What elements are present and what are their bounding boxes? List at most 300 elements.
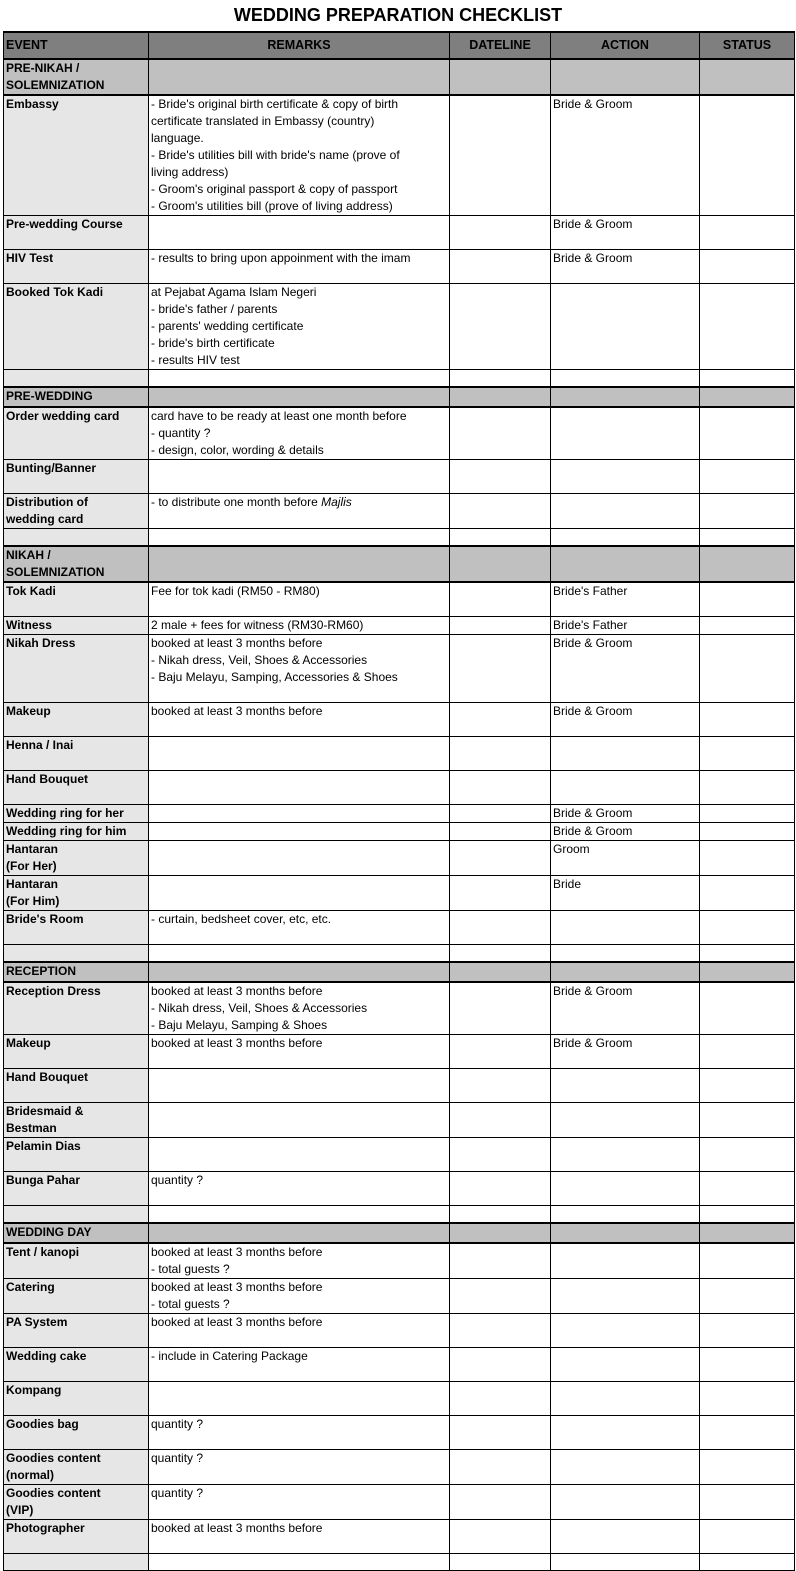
action-cell [551, 494, 700, 529]
section-title-cell [4, 387, 149, 407]
dateline-cell [450, 703, 551, 737]
action-cell [551, 1279, 700, 1314]
table-row [4, 1172, 795, 1206]
event-cell [4, 1035, 149, 1069]
dateline-cell [450, 1138, 551, 1172]
action-cell [551, 805, 700, 823]
section-title-line: SOLEMNIZATION [6, 78, 105, 92]
table-row [4, 1138, 795, 1172]
section-status-cell [700, 59, 795, 95]
action-cell [551, 1035, 700, 1069]
dateline-cell [450, 982, 551, 1035]
event-label-line: Tent / kanopi [6, 1245, 80, 1259]
table-row [4, 703, 795, 737]
section-title-line: NIKAH / [6, 548, 51, 562]
remarks-line: booked at least 3 months before [151, 704, 323, 718]
status-cell [700, 635, 795, 703]
remarks-line: - bride's father / parents [151, 302, 278, 316]
action-cell [551, 841, 700, 876]
remarks-line: - curtain, bedsheet cover, etc, etc. [151, 912, 332, 926]
event-cell [4, 823, 149, 841]
remarks-line: language. [151, 131, 204, 145]
action-cell [551, 1103, 700, 1138]
table-row [4, 1243, 795, 1279]
remarks-cell [149, 1069, 450, 1103]
action-value: Bride & Groom [553, 217, 633, 231]
remarks-cell [149, 1382, 450, 1416]
table-row [4, 284, 795, 370]
remarks-cell [149, 370, 450, 388]
status-cell [700, 250, 795, 284]
dateline-cell [450, 407, 551, 460]
remarks-line: certificate translated in Embassy (country) [151, 114, 375, 128]
table-row [4, 805, 795, 823]
dateline-cell [450, 1069, 551, 1103]
remarks-cell [149, 1279, 450, 1314]
remarks-line: Fee for tok kadi (RM50 - RM80) [151, 584, 320, 598]
remarks-line: - Groom's utilities bill (prove of living address) [151, 199, 393, 213]
remarks-line: - Bride's original birth certificate & copy of birth [151, 97, 399, 111]
action-cell [551, 1138, 700, 1172]
remarks-cell [149, 1485, 450, 1520]
action-cell [551, 1554, 700, 1571]
section-title-cell [4, 546, 149, 582]
header-row [4, 32, 795, 59]
action-cell [551, 1069, 700, 1103]
remarks-line: - quantity ? [151, 426, 211, 440]
status-cell [700, 1279, 795, 1314]
event-cell [4, 284, 149, 370]
remarks-cell [149, 841, 450, 876]
section-title-cell [4, 1223, 149, 1243]
status-cell [700, 1314, 795, 1348]
event-label-line: Booked Tok Kadi [6, 285, 104, 299]
section-title-line: SOLEMNIZATION [6, 565, 105, 579]
action-value: Bride [553, 877, 582, 891]
section-status-cell [700, 546, 795, 582]
event-cell [4, 911, 149, 945]
action-cell [551, 370, 700, 388]
status-cell [700, 1243, 795, 1279]
dateline-cell [450, 1279, 551, 1314]
event-label-line: Goodies content [6, 1486, 101, 1500]
remarks-line: booked at least 3 months before [151, 636, 323, 650]
action-cell [551, 617, 700, 635]
event-label-line: Photographer [6, 1521, 85, 1535]
dateline-cell [450, 1450, 551, 1485]
remarks-line: - to distribute one month before Majlis [151, 495, 352, 509]
remarks-cell [149, 1416, 450, 1450]
table-row [4, 1314, 795, 1348]
status-cell [700, 1138, 795, 1172]
status-cell [700, 1172, 795, 1206]
action-cell [551, 911, 700, 945]
event-cell [4, 1314, 149, 1348]
blank-row [4, 1554, 795, 1571]
remarks-line: - Baju Melayu, Samping & Shoes [151, 1018, 328, 1032]
blank-row [4, 529, 795, 547]
event-cell [4, 529, 149, 547]
remarks-line: - total guests ? [151, 1262, 230, 1276]
section-status-cell [700, 1223, 795, 1243]
action-cell [551, 1416, 700, 1450]
remarks-cell [149, 876, 450, 911]
status-cell [700, 216, 795, 250]
dateline-cell [450, 582, 551, 617]
status-cell [700, 771, 795, 805]
remarks-emphasis: Majlis [321, 495, 352, 509]
event-label-line: Wedding cake [6, 1349, 87, 1363]
table-row [4, 494, 795, 529]
event-label-line: Witness [6, 618, 52, 632]
dateline-cell [450, 1103, 551, 1138]
event-label-line: Wedding ring for him [6, 824, 127, 838]
action-cell [551, 1382, 700, 1416]
remarks-cell [149, 1103, 450, 1138]
dateline-cell [450, 1314, 551, 1348]
action-value: Bride & Groom [553, 824, 633, 838]
section-row [4, 962, 795, 982]
table-row [4, 1035, 795, 1069]
table-row [4, 982, 795, 1035]
remarks-line: quantity ? [151, 1486, 204, 1500]
remarks-cell [149, 982, 450, 1035]
section-title-cell [4, 962, 149, 982]
status-cell [700, 617, 795, 635]
event-label-line: Makeup [6, 1036, 51, 1050]
table-row [4, 911, 795, 945]
action-cell [551, 1314, 700, 1348]
remarks-cell [149, 1206, 450, 1224]
column-header-remarks: REMARKS [149, 32, 450, 59]
action-cell [551, 582, 700, 617]
remarks-cell [149, 1314, 450, 1348]
event-cell [4, 1485, 149, 1520]
status-cell [700, 95, 795, 216]
remarks-cell [149, 1554, 450, 1571]
event-cell [4, 1206, 149, 1224]
event-label-line: wedding card [6, 512, 84, 526]
event-cell [4, 582, 149, 617]
section-title-line: PRE-NIKAH / [6, 61, 80, 75]
event-cell [4, 945, 149, 963]
status-cell [700, 370, 795, 388]
dateline-cell [450, 370, 551, 388]
status-cell [700, 1069, 795, 1103]
dateline-cell [450, 805, 551, 823]
table-row [4, 1520, 795, 1554]
action-cell [551, 407, 700, 460]
remarks-cell [149, 737, 450, 771]
dateline-cell [450, 1520, 551, 1554]
event-label-line: Order wedding card [6, 409, 120, 423]
section-dateline-cell [450, 962, 551, 982]
event-label-line: Henna / Inai [6, 738, 74, 752]
event-cell [4, 1172, 149, 1206]
event-label-line: (For Him) [6, 894, 60, 908]
event-cell [4, 1554, 149, 1571]
event-label-line: Embassy [6, 97, 59, 111]
remarks-cell [149, 911, 450, 945]
table-row [4, 771, 795, 805]
event-cell [4, 617, 149, 635]
column-header-event: EVENT [4, 32, 149, 59]
dateline-cell [450, 1035, 551, 1069]
dateline-cell [450, 1172, 551, 1206]
action-cell [551, 95, 700, 216]
status-cell [700, 1520, 795, 1554]
section-action-cell [551, 387, 700, 407]
event-label-line: (VIP) [6, 1503, 34, 1517]
table-row [4, 876, 795, 911]
dateline-cell [450, 876, 551, 911]
event-label-line: Hand Bouquet [6, 772, 88, 786]
event-cell [4, 703, 149, 737]
remarks-line: - Nikah dress, Veil, Shoes & Accessories [151, 653, 368, 667]
action-value: Bride & Groom [553, 984, 633, 998]
dateline-cell [450, 635, 551, 703]
section-action-cell [551, 962, 700, 982]
status-cell [700, 1416, 795, 1450]
table-row [4, 1416, 795, 1450]
remarks-cell [149, 771, 450, 805]
event-label-line: (normal) [6, 1468, 54, 1482]
event-label-line: Goodies bag [6, 1417, 79, 1431]
table-row [4, 1103, 795, 1138]
event-cell [4, 1279, 149, 1314]
event-label-line: Pelamin Dias [6, 1139, 81, 1153]
action-cell [551, 945, 700, 963]
action-cell [551, 876, 700, 911]
remarks-cell [149, 460, 450, 494]
remarks-line: booked at least 3 months before [151, 984, 323, 998]
dateline-cell [450, 529, 551, 547]
status-cell [700, 494, 795, 529]
checklist-body [4, 59, 795, 1571]
dateline-cell [450, 250, 551, 284]
event-cell [4, 1450, 149, 1485]
event-cell [4, 876, 149, 911]
remarks-cell [149, 703, 450, 737]
remarks-cell [149, 635, 450, 703]
remarks-cell [149, 1520, 450, 1554]
event-label-line: Reception Dress [6, 984, 101, 998]
dateline-cell [450, 216, 551, 250]
remarks-line: - Groom's original passport & copy of passport [151, 182, 398, 196]
remarks-line: - design, color, wording & details [151, 443, 324, 457]
action-cell [551, 460, 700, 494]
action-cell [551, 1206, 700, 1224]
event-cell [4, 1103, 149, 1138]
dateline-cell [450, 911, 551, 945]
status-cell [700, 911, 795, 945]
status-cell [700, 703, 795, 737]
event-label-line: PA System [6, 1315, 68, 1329]
event-label-line: Bridesmaid & [6, 1104, 84, 1118]
table-row [4, 1485, 795, 1520]
event-cell [4, 841, 149, 876]
remarks-line: quantity ? [151, 1417, 204, 1431]
status-cell [700, 876, 795, 911]
remarks-line: - include in Catering Package [151, 1349, 308, 1363]
dateline-cell [450, 1348, 551, 1382]
remarks-line: card have to be ready at least one month before [151, 409, 407, 423]
status-cell [700, 1035, 795, 1069]
action-value: Bride & Groom [553, 806, 633, 820]
remarks-cell [149, 1035, 450, 1069]
event-label-line: Catering [6, 1280, 55, 1294]
column-header-status: STATUS [700, 32, 795, 59]
remarks-line: - bride's birth certificate [151, 336, 275, 350]
event-cell [4, 982, 149, 1035]
action-cell [551, 635, 700, 703]
event-cell [4, 460, 149, 494]
status-cell [700, 284, 795, 370]
status-cell [700, 823, 795, 841]
event-label-line: Tok Kadi [6, 584, 56, 598]
action-cell [551, 1348, 700, 1382]
section-title-cell [4, 59, 149, 95]
remarks-line: living address) [151, 165, 229, 179]
dateline-cell [450, 841, 551, 876]
remarks-cell [149, 1138, 450, 1172]
status-cell [700, 1103, 795, 1138]
section-action-cell [551, 1223, 700, 1243]
event-cell [4, 1138, 149, 1172]
dateline-cell [450, 460, 551, 494]
action-cell [551, 1485, 700, 1520]
table-row [4, 635, 795, 703]
blank-row [4, 1206, 795, 1224]
status-cell [700, 737, 795, 771]
dateline-cell [450, 617, 551, 635]
event-label-line: Hantaran [6, 877, 59, 891]
status-cell [700, 1554, 795, 1571]
event-cell [4, 805, 149, 823]
table-row [4, 1382, 795, 1416]
action-value: Bride's Father [553, 618, 628, 632]
event-label-line: Nikah Dress [6, 636, 76, 650]
remarks-cell [149, 407, 450, 460]
event-label-line: Goodies content [6, 1451, 101, 1465]
status-cell [700, 460, 795, 494]
remarks-line: 2 male + fees for witness (RM30-RM60) [151, 618, 364, 632]
event-cell [4, 494, 149, 529]
remarks-line: - Bride's utilities bill with bride's name (prove of [151, 148, 400, 162]
status-cell [700, 1382, 795, 1416]
remarks-line: - Nikah dress, Veil, Shoes & Accessories [151, 1001, 368, 1015]
table-row [4, 823, 795, 841]
remarks-line: - parents' wedding certificate [151, 319, 304, 333]
table-row [4, 737, 795, 771]
section-action-cell [551, 546, 700, 582]
dateline-cell [450, 1243, 551, 1279]
table-row [4, 1069, 795, 1103]
table-row [4, 617, 795, 635]
event-cell [4, 216, 149, 250]
section-dateline-cell [450, 1223, 551, 1243]
dateline-cell [450, 1382, 551, 1416]
event-label-line: Bride's Room [6, 912, 84, 926]
remarks-line: booked at least 3 months before [151, 1036, 323, 1050]
remarks-cell [149, 529, 450, 547]
action-cell [551, 284, 700, 370]
status-cell [700, 982, 795, 1035]
dateline-cell [450, 945, 551, 963]
dateline-cell [450, 737, 551, 771]
column-header-dateline: DATELINE [450, 32, 551, 59]
remarks-line: booked at least 3 months before [151, 1315, 323, 1329]
remarks-cell [149, 1450, 450, 1485]
dateline-cell [450, 771, 551, 805]
action-cell [551, 982, 700, 1035]
event-label-line: HIV Test [6, 251, 54, 265]
dateline-cell [450, 1554, 551, 1571]
remarks-cell [149, 1172, 450, 1206]
remarks-line: - results HIV test [151, 353, 240, 367]
remarks-cell [149, 284, 450, 370]
remarks-cell [149, 617, 450, 635]
remarks-cell [149, 805, 450, 823]
section-status-cell [700, 387, 795, 407]
event-cell [4, 1520, 149, 1554]
section-status-cell [700, 962, 795, 982]
action-cell [551, 823, 700, 841]
table-row [4, 460, 795, 494]
table-row [4, 1279, 795, 1314]
section-row [4, 546, 795, 582]
action-cell [551, 737, 700, 771]
remarks-cell [149, 945, 450, 963]
action-value: Bride & Groom [553, 636, 633, 650]
section-title-line: PRE-WEDDING [6, 389, 93, 403]
column-header-action: ACTION [551, 32, 700, 59]
status-cell [700, 529, 795, 547]
event-cell [4, 407, 149, 460]
section-remarks-cell [149, 387, 450, 407]
status-cell [700, 1485, 795, 1520]
status-cell [700, 805, 795, 823]
action-value: Bride & Groom [553, 251, 633, 265]
event-label-line: Bunga Pahar [6, 1173, 81, 1187]
event-cell [4, 1348, 149, 1382]
table-row [4, 1450, 795, 1485]
section-remarks-cell [149, 59, 450, 95]
action-cell [551, 1450, 700, 1485]
action-value: Groom [553, 842, 590, 856]
table-row [4, 407, 795, 460]
dateline-cell [450, 1416, 551, 1450]
dateline-cell [450, 1485, 551, 1520]
event-cell [4, 771, 149, 805]
event-label-line: (For Her) [6, 859, 57, 873]
event-label-line: Hantaran [6, 842, 59, 856]
status-cell [700, 945, 795, 963]
status-cell [700, 1206, 795, 1224]
dateline-cell [450, 494, 551, 529]
action-cell [551, 1520, 700, 1554]
remarks-line: - total guests ? [151, 1297, 230, 1311]
event-cell [4, 250, 149, 284]
table-row [4, 216, 795, 250]
action-cell [551, 703, 700, 737]
remarks-line: booked at least 3 months before [151, 1280, 323, 1294]
event-label-line: Pre-wedding Course [6, 217, 123, 231]
action-cell [551, 1243, 700, 1279]
remarks-line: - results to bring upon appoinment with the imam [151, 251, 411, 265]
blank-row [4, 370, 795, 388]
section-remarks-cell [149, 962, 450, 982]
